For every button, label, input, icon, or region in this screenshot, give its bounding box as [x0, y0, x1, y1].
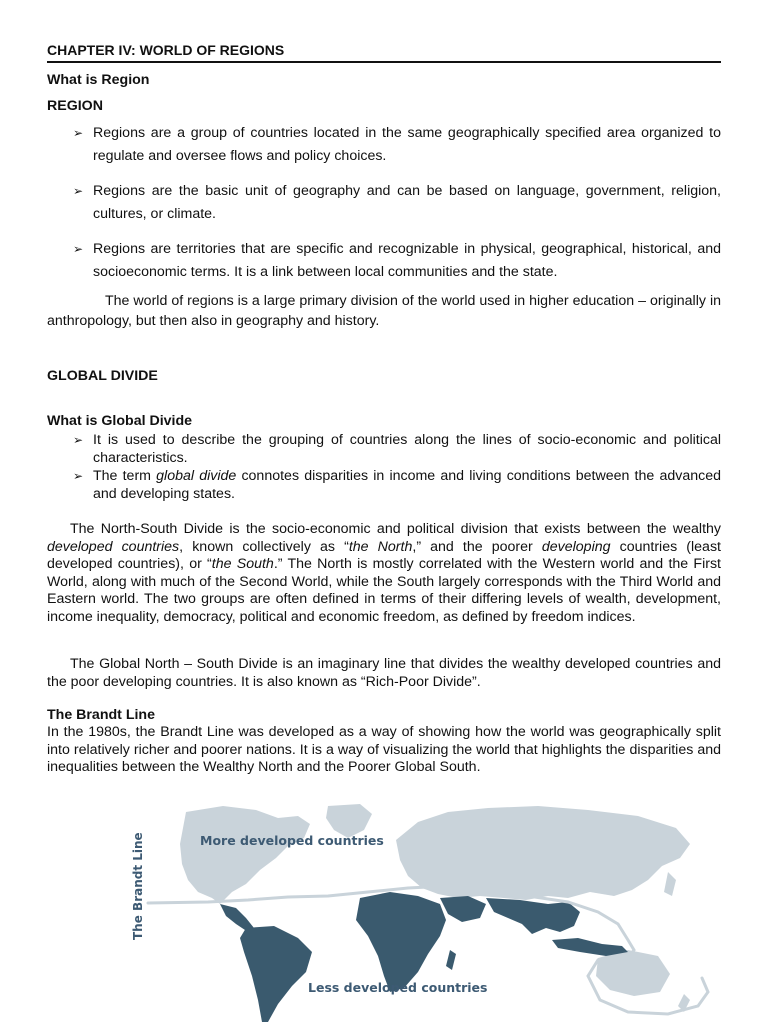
indonesia-shape [552, 938, 628, 956]
gd-bullet-1 [47, 431, 721, 467]
region-bullet-2 [47, 180, 721, 226]
arrow-bullet-icon: ➢ [73, 242, 84, 256]
gd-bullet-1-text: It is used to describe the grouping of countries along the lines of socio-economic and political characteristics. [93, 432, 721, 466]
region-bullet-2-text: Regions are the basic unit of geography and can be based on language, government, religion, cultures, or climate. [93, 183, 721, 222]
region-heading: REGION [47, 98, 103, 114]
arrow-bullet-icon: ➢ [73, 184, 84, 198]
brandt-line-map [128, 800, 718, 1024]
brandt-line-vertical-label: The Brandt Line [131, 832, 145, 940]
north-america-shape [180, 806, 310, 904]
gd-bullet-2-text: The term global divide connotes disparities in income and living conditions between the advanced and developing states. [93, 468, 721, 502]
less-developed-countries-landmass [220, 892, 628, 1022]
what-is-global-divide-heading: What is Global Divide [47, 413, 193, 429]
australia-shape [596, 950, 670, 996]
africa-shape [356, 892, 446, 992]
global-divide-heading: GLOBAL DIVIDE [47, 368, 158, 384]
arrow-bullet-icon: ➢ [73, 469, 84, 483]
north-south-paragraph: The North-South Divide is the socio-economic and political division that exists between the wealthy developed countries, known collectively as “the North,” and the poorer developing countries (least developed countries), or “the South.” The North is mostly correlated with the Western world and the First World, along with much of the Second World, while the South largely corresponds with the Third World and Eastern world. The two groups are often defined in terms of their differing levels of wealth, development, income inequality, democracy, political and economic freedom, as defined by freedom indices. [47, 521, 721, 625]
arrow-bullet-icon: ➢ [73, 126, 84, 140]
world-of-regions-paragraph: The world of regions is a large primary division of the world used in higher education – originally in anthropology, but then also in geography and history. [47, 293, 721, 329]
gd-bullet-2 [47, 467, 721, 503]
madagascar-shape [446, 950, 456, 970]
region-bullet-list [47, 122, 721, 284]
more-developed-label: More developed countries [200, 833, 384, 848]
brandt-line-heading: The Brandt Line [47, 707, 155, 723]
brandt-line-paragraph: In the 1980s, the Brandt Line was developed as a way of showing how the world was geographically split into relatively richer and poorer nations. It is a way of visualizing the world that highlights the disparities and inequalities between the Wealthy North and the Poorer Global South. [47, 724, 721, 775]
region-bullet-3-text: Regions are territories that are specific and recognizable in physical, geographical, historical, and socioeconomic terms. It is a link between local communities and the state. [93, 241, 721, 280]
global-divide-bullet-list [47, 431, 721, 503]
what-is-region-heading: What is Region [47, 72, 150, 88]
south-asia-shape [486, 898, 580, 934]
middle-east-shape [440, 896, 486, 922]
japan-shape [664, 872, 676, 896]
global-north-south-paragraph: The Global North – South Divide is an imaginary line that divides the wealthy developed countries and the poor developing countries. It is also known as “Rich-Poor Divide”. [47, 656, 721, 690]
less-developed-label: Less developed countries [308, 980, 488, 995]
region-bullet-1 [47, 122, 721, 168]
region-bullet-3 [47, 238, 721, 284]
south-america-shape [240, 926, 312, 1022]
chapter-title: CHAPTER IV: WORLD OF REGIONS [47, 42, 721, 63]
region-bullet-1-text: Regions are a group of countries located in the same geographically specified area organized to regulate and oversee flows and policy choices. [93, 125, 721, 164]
arrow-bullet-icon: ➢ [73, 433, 84, 447]
